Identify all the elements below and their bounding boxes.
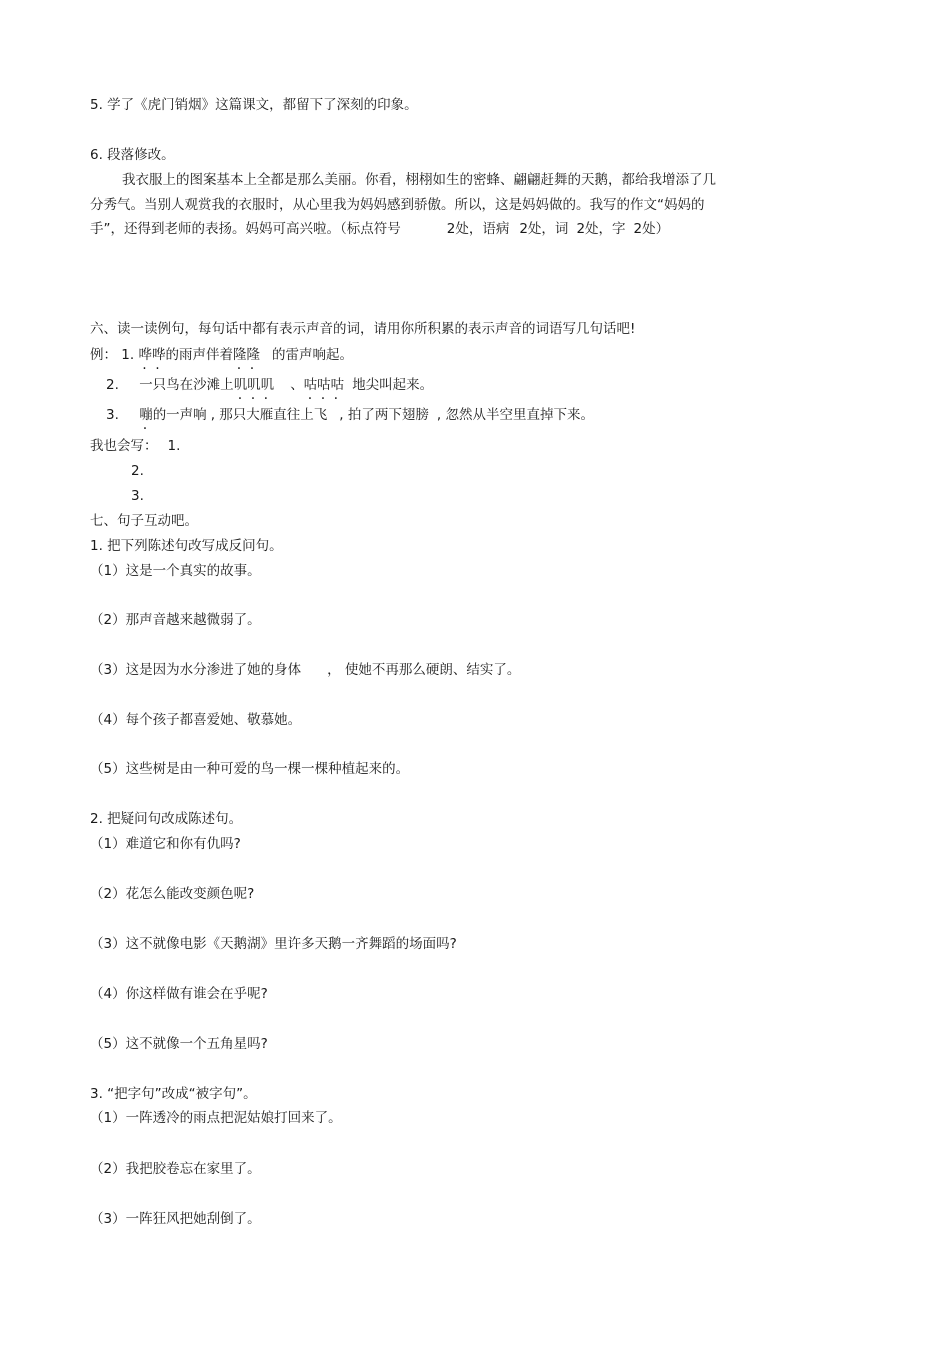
write-number-1: 1. xyxy=(167,438,181,454)
example-3-part-d: , 忽然从半空里直掉下来。 xyxy=(436,407,594,423)
example-1 xyxy=(90,346,353,364)
part-3-item-1: （1）一阵透冷的雨点把泥姑娘打回来了。 xyxy=(90,1110,342,1126)
part-2-item-2: （2）花怎么能改变颜色呢? xyxy=(90,886,255,902)
part-1-item-3-head: （3）这是因为水分渗进了她的身体 xyxy=(90,662,302,678)
example-1-number: 1. xyxy=(121,347,135,363)
example-1-middle: 的雨声伴着 xyxy=(165,347,233,363)
sound-word-huahua: 哗哗 · · xyxy=(138,346,165,364)
question-5: 5. 学了《虎门销烟》这篇课文，都留下了深刻的印象。 xyxy=(90,97,418,113)
error-count-grammar: 2处，语病 xyxy=(446,221,510,237)
sound-word-jijiji: 叽叽叽 · · · xyxy=(234,376,275,394)
part-1-item-1: （1）这是一个真实的故事。 xyxy=(90,563,261,579)
write-number-3: 3. xyxy=(131,488,144,504)
example-2-start: 一只鸟在沙滩上 xyxy=(139,377,234,393)
part-1-item-2: （2）那声音越来越微弱了。 xyxy=(90,612,261,628)
paragraph-line-2: 分秀气。当别人观赏我的衣服时，从心里我为妈妈感到骄傲。所以，这是妈妈做的。我写的作文“妈妈的 xyxy=(90,197,705,213)
part-2-item-3: （3）这不就像电影《天鹅湖》里许多天鹅一齐舞蹈的场面吗? xyxy=(90,936,457,952)
part-3-title: 3. “把字句”改成“被字句”。 xyxy=(90,1086,257,1102)
error-count-char: 2处，字 xyxy=(576,221,626,237)
example-3-part-b: , 那只大雁直往上飞 xyxy=(210,407,328,423)
example-3-part-a: 的一声响 xyxy=(152,407,207,423)
question-6-title: 6. 段落修改。 xyxy=(90,147,175,163)
sound-word-beng: 嘣 xyxy=(139,407,153,423)
part-2-item-1: （1）难道它和你有仇吗? xyxy=(90,836,241,852)
example-2-separator: 、 xyxy=(290,377,304,393)
part-1-item-4: （4）每个孩子都喜爱她、敬慕她。 xyxy=(90,712,302,728)
write-row-1 xyxy=(90,437,180,455)
example-3-part-c: , 拍了两下翅膀 xyxy=(339,407,429,423)
sound-word-gugugu: 咕咕咕 · · · xyxy=(304,376,345,394)
part-2-item-4: （4）你这样做有谁会在乎呢? xyxy=(90,986,268,1002)
part-1-item-5: （5）这些树是由一种可爱的鸟一棵一棵种植起来的。 xyxy=(90,761,410,777)
section-7-title: 七、句子互动吧。 xyxy=(90,513,198,529)
error-count-end: 2处） xyxy=(633,221,670,237)
example-1-end: 的雷声响起。 xyxy=(271,347,353,363)
example-2-number: 2. xyxy=(106,377,119,393)
part-3-item-3: （3）一阵狂风把她刮倒了。 xyxy=(90,1211,261,1227)
error-count-word: 2处，词 xyxy=(519,221,569,237)
example-3-number: 3. xyxy=(106,407,119,423)
part-1-item-3 xyxy=(90,661,520,679)
example-3 xyxy=(106,406,594,424)
paragraph-line-3-text: 手”，还得到老师的表扬。妈妈可高兴啦。（标点符号 xyxy=(90,221,401,237)
sound-word-longlong: 隆隆 · · xyxy=(233,346,260,364)
write-label: 我也会写： xyxy=(90,438,158,454)
example-2-end: 地尖叫起来。 xyxy=(352,377,434,393)
part-2-item-5: （5）这不就像一个五角星吗? xyxy=(90,1036,268,1052)
write-number-2: 2. xyxy=(131,463,144,479)
part-1-item-3-tail: ， 使她不再那么硬朗、结实了。 xyxy=(327,662,521,678)
paragraph-line-3 xyxy=(90,220,669,238)
section-6-title: 六、读一读例句，每句话中都有表示声音的词，请用你所积累的表示声音的词语写几句话吧! xyxy=(90,321,636,337)
part-1-title: 1. 把下列陈述句改写成反问句。 xyxy=(90,538,283,554)
example-2 xyxy=(106,376,433,394)
example-prefix: 例： xyxy=(90,347,117,363)
paragraph-line-1: 我衣服上的图案基本上全都是那么美丽。你看，栩栩如生的密蜂、翩翩赶舞的天鹅，都给我增添了几 xyxy=(122,172,716,188)
part-3-item-2: （2）我把胶卷忘在家里了。 xyxy=(90,1161,261,1177)
part-2-title: 2. 把疑问句改成陈述句。 xyxy=(90,811,243,827)
